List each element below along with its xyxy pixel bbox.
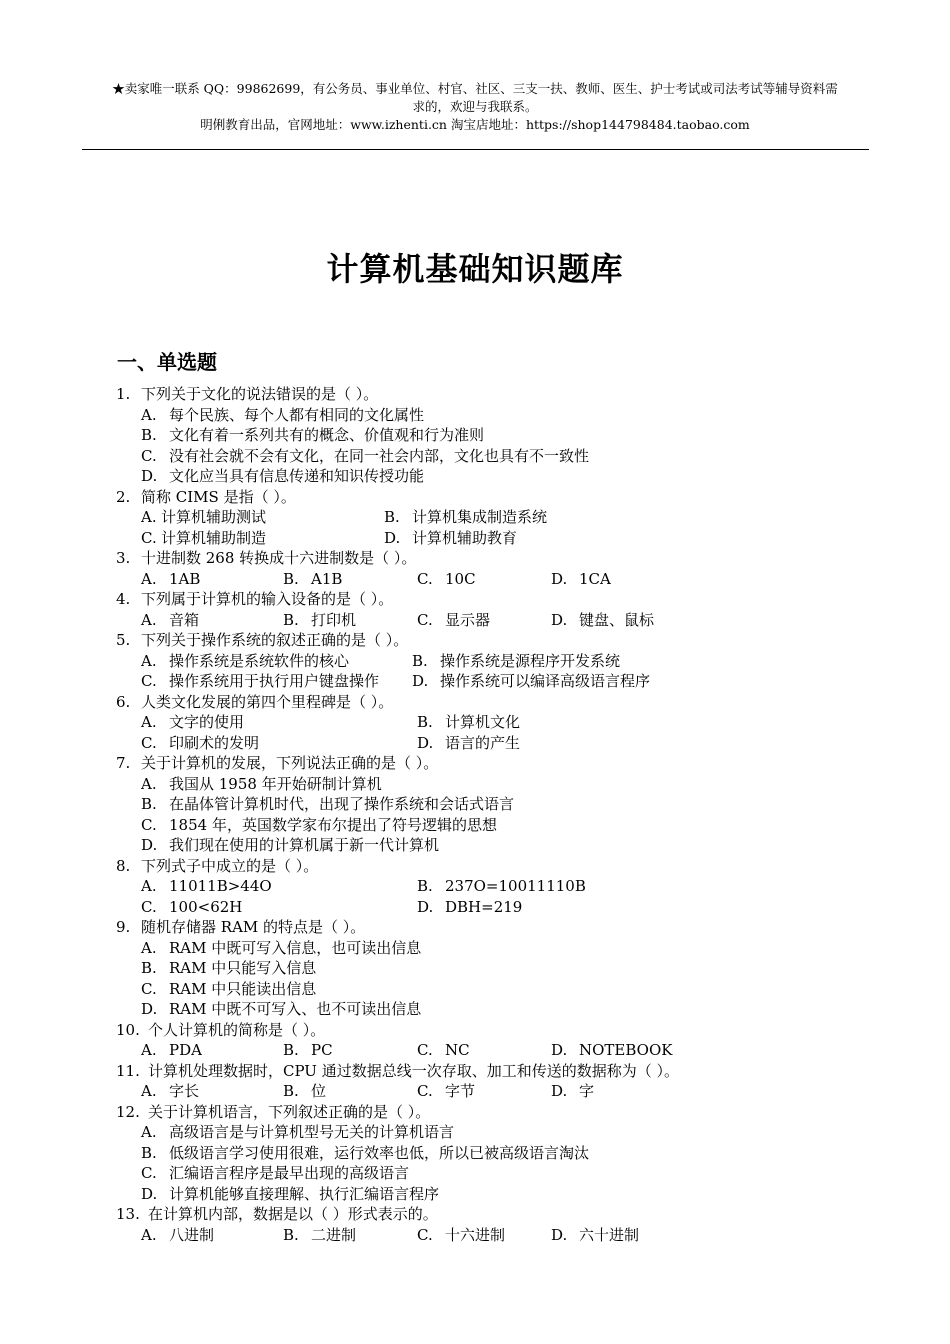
option-c <box>141 979 317 1000</box>
option-row <box>0 999 950 1020</box>
option-row <box>0 815 950 836</box>
question-1 <box>0 384 950 487</box>
option-text: 印刷术的发明 <box>169 733 260 752</box>
option-text: NOTEBOOK <box>579 1041 673 1059</box>
option-letter: A. <box>141 938 157 957</box>
question-2 <box>0 487 950 549</box>
option-text: RAM 中只能写入信息 <box>169 959 317 977</box>
option-text: 字长 <box>169 1082 200 1100</box>
option-c <box>141 815 497 836</box>
option-d <box>551 1081 595 1102</box>
option-text: 操作系统用于执行用户键盘操作 <box>169 672 380 690</box>
option-row <box>0 958 950 979</box>
question-7 <box>0 753 950 856</box>
option-letter: A. <box>141 1225 157 1244</box>
option-d <box>141 999 422 1020</box>
option-c <box>417 569 476 590</box>
header-line-2: 求的，欢迎与我联系。 <box>412 99 538 114</box>
question-text: 下列式子中成立的是（ ）。 <box>141 856 319 875</box>
option-letter: C. <box>141 979 157 998</box>
option-d <box>384 528 518 549</box>
option-b <box>417 712 521 733</box>
option-letter: A. <box>141 774 157 793</box>
option-a <box>141 1225 215 1246</box>
question-text: 在计算机内部，数据是以（ ）形式表示的。 <box>148 1205 438 1223</box>
option-text: 每个民族、每个人都有相同的文化属性 <box>169 405 425 424</box>
option-letter: B. <box>283 569 299 588</box>
option-c <box>417 610 491 631</box>
option-letter: B. <box>283 610 299 629</box>
option-b <box>283 610 357 631</box>
question-text: 十进制数 268 转换成十六进制数是（ ）。 <box>141 549 417 567</box>
option-text: PDA <box>169 1041 202 1059</box>
option-a <box>141 405 425 426</box>
option-d <box>412 671 651 692</box>
option-text: 六十进制 <box>579 1225 640 1244</box>
question-number: 2. <box>116 487 131 506</box>
question-stem <box>0 917 950 938</box>
question-5 <box>0 630 950 692</box>
option-text: RAM 中既不可写入、也不可读出信息 <box>169 1000 422 1018</box>
option-letter: A. <box>141 877 157 895</box>
option-letter: C. <box>141 1164 157 1182</box>
option-c <box>417 1081 476 1102</box>
question-stem <box>0 630 950 651</box>
option-a <box>141 507 267 528</box>
question-number: 11. <box>116 1061 140 1080</box>
option-letter: B. <box>384 508 400 526</box>
option-row <box>0 1081 950 1102</box>
option-row <box>0 774 950 795</box>
page-header <box>82 80 868 134</box>
option-d <box>141 1184 440 1205</box>
option-text: 1854 年，英国数学家布尔提出了符号逻辑的思想 <box>169 815 497 834</box>
option-text: 计算机能够直接理解、执行汇编语言程序 <box>169 1184 440 1203</box>
option-text: 1AB <box>169 569 201 588</box>
option-row <box>0 1040 950 1061</box>
option-b <box>417 876 586 897</box>
option-c <box>141 528 267 549</box>
option-b <box>283 1040 333 1061</box>
option-row <box>0 979 950 1000</box>
option-letter: B. <box>141 959 157 977</box>
question-number: 12. <box>116 1102 140 1121</box>
option-row <box>0 671 950 692</box>
option-text: 打印机 <box>311 610 357 629</box>
question-number: 7. <box>116 754 131 772</box>
option-text: 字 <box>579 1082 595 1100</box>
question-text: 计算机处理数据时，CPU 通过数据总线一次存取、加工和传送的数据称为（ ）。 <box>148 1061 679 1080</box>
option-d <box>417 897 523 918</box>
option-d <box>551 1225 640 1246</box>
option-row <box>0 938 950 959</box>
option-c <box>141 733 260 754</box>
option-text: 文化有着一系列共有的概念、价值观和行为准则 <box>169 426 485 444</box>
option-text: 计算机文化 <box>445 713 521 731</box>
option-letter: D. <box>141 467 158 485</box>
option-b <box>141 794 515 815</box>
question-10 <box>0 1020 950 1061</box>
option-text: 在晶体管计算机时代，出现了操作系统和会话式语言 <box>169 795 515 813</box>
option-letter: C. <box>417 1041 433 1059</box>
option-text: 操作系统是系统软件的核心 <box>169 651 350 670</box>
option-c <box>417 1040 470 1061</box>
header-line-1: ★卖家唯一联系 QQ：99862699，有公务员、事业单位、村官、社区、三支一扶、教师、医生、护士考试或司法考试等辅导资料需 <box>112 81 838 96</box>
option-letter: D. <box>551 610 568 629</box>
question-text: 下列关于操作系统的叙述正确的是（ ）。 <box>141 631 409 649</box>
option-letter: D. <box>551 1082 568 1100</box>
option-a <box>141 569 201 590</box>
question-number: 5. <box>116 631 131 649</box>
option-row <box>0 569 950 590</box>
option-letter: D. <box>551 1225 568 1244</box>
question-stem <box>0 589 950 610</box>
question-9 <box>0 917 950 1020</box>
option-a <box>141 712 245 733</box>
option-letter: D. <box>412 672 429 690</box>
option-row <box>0 1143 950 1164</box>
option-row <box>0 897 950 918</box>
option-row <box>0 528 950 549</box>
option-text: 1CA <box>579 569 611 588</box>
option-d <box>551 569 611 590</box>
option-letter: D. <box>417 897 434 916</box>
option-letter: C. <box>141 446 157 465</box>
option-letter: B. <box>141 1143 157 1162</box>
option-b <box>141 425 485 446</box>
option-letter: C. <box>417 569 433 588</box>
option-text: 计算机集成制造系统 <box>412 508 548 526</box>
question-text: 下列关于文化的说法错误的是（ ）。 <box>141 385 379 403</box>
option-text: 计算机辅助制造 <box>161 528 267 547</box>
option-text: 10C <box>445 569 476 588</box>
option-row <box>0 876 950 897</box>
option-row <box>0 1225 950 1246</box>
question-number: 8. <box>116 856 131 875</box>
question-text: 人类文化发展的第四个里程碑是（ ）。 <box>141 692 394 711</box>
option-text: 十六进制 <box>445 1225 506 1244</box>
question-number: 6. <box>116 692 131 711</box>
option-letter: D. <box>141 1184 158 1203</box>
option-a <box>141 1122 455 1143</box>
question-stem <box>0 692 950 713</box>
option-d <box>141 835 440 856</box>
question-stem <box>0 753 950 774</box>
option-a <box>141 610 200 631</box>
option-letter: D. <box>417 733 434 752</box>
option-text: PC <box>311 1041 333 1059</box>
option-text: RAM 中既可写入信息，也可读出信息 <box>169 938 422 957</box>
header-divider <box>82 149 869 150</box>
question-6 <box>0 692 950 754</box>
question-12 <box>0 1102 950 1205</box>
option-text: 语言的产生 <box>445 733 521 752</box>
option-text: 我们现在使用的计算机属于新一代计算机 <box>169 836 440 854</box>
option-letter: D. <box>384 528 401 547</box>
option-letter: A. <box>141 610 157 629</box>
option-text: 237O=10011110B <box>445 877 586 895</box>
option-c <box>141 446 590 467</box>
option-c <box>141 671 380 692</box>
question-stem <box>0 384 950 405</box>
option-row <box>0 712 950 733</box>
option-letter: B. <box>141 426 157 444</box>
option-d <box>417 733 521 754</box>
option-letter: C. <box>141 733 157 752</box>
question-number: 4. <box>116 590 131 608</box>
section-heading: 一、单选题 <box>117 350 217 374</box>
option-text: 汇编语言程序是最早出现的高级语言 <box>169 1164 410 1182</box>
question-number: 13. <box>116 1205 140 1223</box>
question-text: 简称 CIMS 是指（ ）。 <box>141 487 296 506</box>
option-text: 计算机辅助测试 <box>161 508 267 526</box>
option-letter: B. <box>417 877 433 895</box>
option-text: 八进制 <box>169 1225 215 1244</box>
option-letter: A. <box>141 713 157 731</box>
option-letter: A. <box>141 1041 157 1059</box>
option-letter: C. <box>417 610 433 629</box>
question-13 <box>0 1204 950 1245</box>
option-letter: D. <box>551 569 568 588</box>
option-text: 文字的使用 <box>169 713 245 731</box>
option-text: 键盘、鼠标 <box>579 610 655 629</box>
option-b <box>384 507 548 528</box>
option-row <box>0 1184 950 1205</box>
option-letter: B. <box>283 1225 299 1244</box>
question-text: 个人计算机的简称是（ ）。 <box>148 1020 326 1039</box>
question-number: 1. <box>116 385 131 403</box>
option-letter: C. <box>141 815 157 834</box>
option-c <box>141 1163 410 1184</box>
option-row <box>0 733 950 754</box>
question-text: 关于计算机语言，下列叙述正确的是（ ）。 <box>148 1102 431 1121</box>
option-row <box>0 466 950 487</box>
header-line-3: 明俐教育出品，官网地址：www.izhenti.cn 淘宝店地址：https://shop144798484.taobao.com <box>200 117 750 132</box>
option-letter: C. <box>417 1082 433 1100</box>
option-text: 高级语言是与计算机型号无关的计算机语言 <box>169 1123 455 1141</box>
option-text: 文化应当具有信息传递和知识传授功能 <box>169 467 425 485</box>
option-row <box>0 446 950 467</box>
option-row <box>0 425 950 446</box>
question-list <box>0 384 950 1245</box>
option-d <box>551 610 655 631</box>
option-text: DBH=219 <box>445 897 523 916</box>
option-b <box>283 1225 357 1246</box>
question-stem <box>0 1061 950 1082</box>
option-text: 字节 <box>445 1082 476 1100</box>
option-letter: A. <box>141 508 157 526</box>
question-4 <box>0 589 950 630</box>
question-stem <box>0 856 950 877</box>
option-d <box>141 466 425 487</box>
option-text: 100<62H <box>169 897 243 916</box>
option-text: 操作系统可以编译高级语言程序 <box>440 672 651 690</box>
option-letter: C. <box>141 672 157 690</box>
option-letter: D. <box>141 836 158 854</box>
question-stem <box>0 1102 950 1123</box>
option-b <box>412 651 621 672</box>
question-text: 随机存储器 RAM 的特点是（ ）。 <box>141 918 366 936</box>
option-text: 二进制 <box>311 1225 357 1244</box>
option-row <box>0 1122 950 1143</box>
option-b <box>283 1081 327 1102</box>
option-text: 低级语言学习使用很难，运行效率也低，所以已被高级语言淘汰 <box>169 1143 590 1162</box>
option-letter: B. <box>283 1082 299 1100</box>
option-letter: B. <box>283 1041 299 1059</box>
option-row <box>0 835 950 856</box>
option-b <box>141 958 317 979</box>
option-letter: B. <box>412 651 428 670</box>
option-b <box>141 1143 590 1164</box>
option-letter: A. <box>141 1082 157 1100</box>
option-letter: B. <box>417 713 433 731</box>
question-text: 下列属于计算机的输入设备的是（ ）。 <box>141 590 394 608</box>
option-text: 音箱 <box>169 610 200 629</box>
option-letter: C. <box>141 528 157 547</box>
option-row <box>0 405 950 426</box>
question-number: 9. <box>116 918 131 936</box>
option-row <box>0 1163 950 1184</box>
option-letter: D. <box>551 1041 568 1059</box>
option-a <box>141 938 422 959</box>
option-row <box>0 507 950 528</box>
option-text: A1B <box>311 569 343 588</box>
option-text: 位 <box>311 1082 327 1100</box>
option-letter: A. <box>141 651 157 670</box>
option-b <box>283 569 343 590</box>
question-11 <box>0 1061 950 1102</box>
option-letter: A. <box>141 569 157 588</box>
option-d <box>551 1040 673 1061</box>
question-stem <box>0 1204 950 1225</box>
option-a <box>141 651 350 672</box>
option-row <box>0 794 950 815</box>
question-number: 10. <box>116 1020 140 1039</box>
option-text: NC <box>445 1041 470 1059</box>
question-3 <box>0 548 950 589</box>
option-text: 操作系统是源程序开发系统 <box>440 651 621 670</box>
question-stem <box>0 487 950 508</box>
option-a <box>141 1081 200 1102</box>
question-number: 3. <box>116 549 131 567</box>
option-letter: C. <box>141 897 157 916</box>
option-text: 我国从 1958 年开始研制计算机 <box>169 774 382 793</box>
option-letter: A. <box>141 405 157 424</box>
option-row <box>0 651 950 672</box>
option-text: RAM 中只能读出信息 <box>169 979 317 998</box>
option-a <box>141 876 272 897</box>
option-text: 显示器 <box>445 610 491 629</box>
option-letter: D. <box>141 1000 158 1018</box>
option-text: 没有社会就不会有文化，在同一社会内部，文化也具有不一致性 <box>169 446 590 465</box>
question-stem <box>0 1020 950 1041</box>
option-text: 11011B>44O <box>169 877 272 895</box>
question-8 <box>0 856 950 918</box>
option-letter: C. <box>417 1225 433 1244</box>
option-a <box>141 774 382 795</box>
option-letter: B. <box>141 795 157 813</box>
question-text: 关于计算机的发展，下列说法正确的是（ ）。 <box>141 754 439 772</box>
document-title: 计算机基础知识题库 <box>326 250 624 288</box>
option-text: 计算机辅助教育 <box>412 528 518 547</box>
question-stem <box>0 548 950 569</box>
option-row <box>0 610 950 631</box>
option-a <box>141 1040 202 1061</box>
option-c <box>417 1225 506 1246</box>
option-letter: A. <box>141 1123 157 1141</box>
option-c <box>141 897 243 918</box>
